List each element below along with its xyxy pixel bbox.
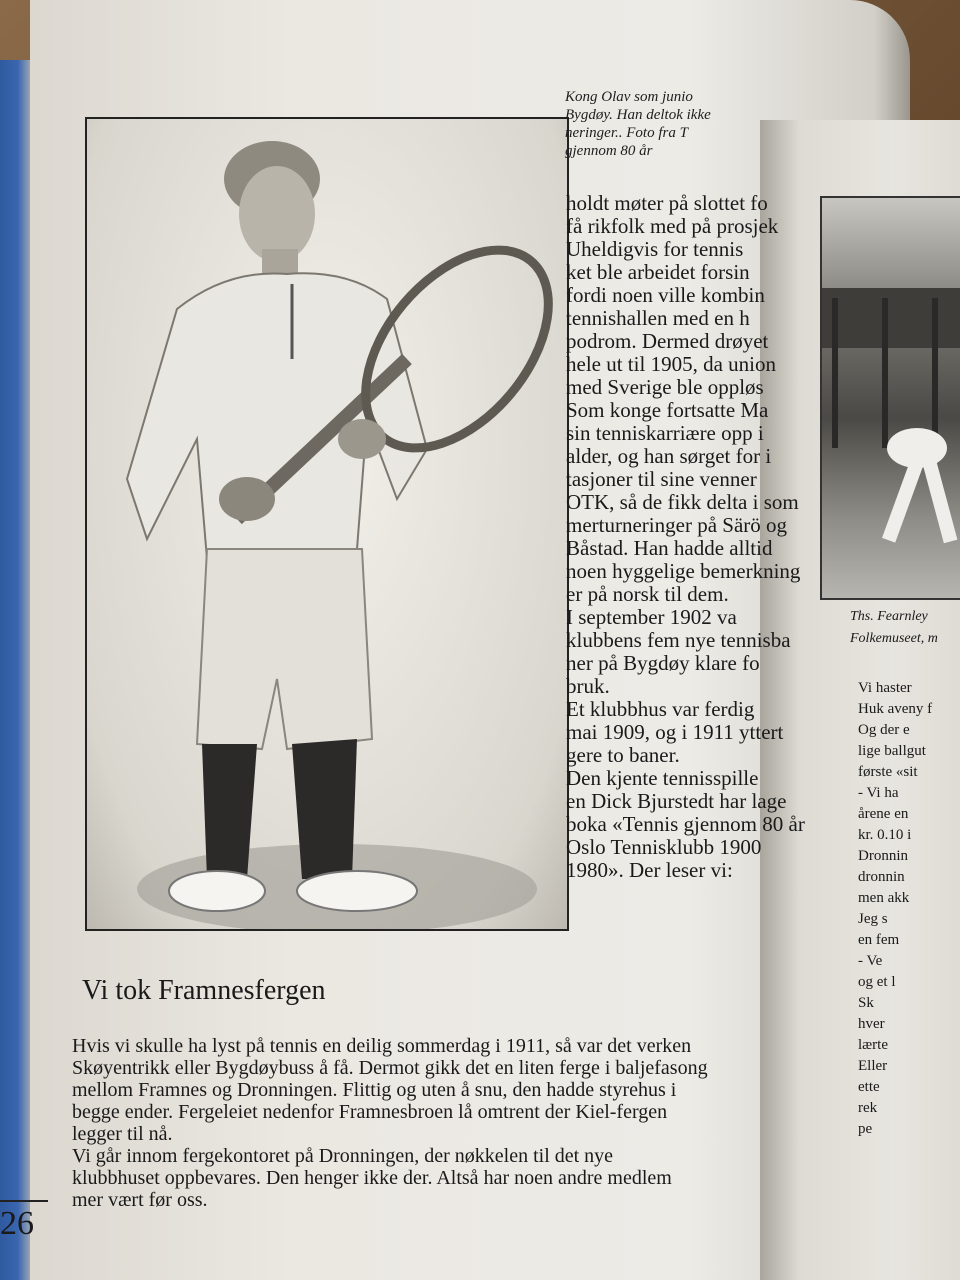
text-line: I september 1902 va [566, 606, 737, 629]
right-photo-scene [822, 198, 960, 598]
text-line: Huk aveny f [858, 701, 933, 717]
text-line: mer vært før oss. [72, 1189, 208, 1211]
photo-caption [565, 88, 775, 160]
text-line: kr. 0.10 i [858, 827, 912, 843]
caption-line: Ths. Fearnley [850, 609, 928, 624]
text-line: Vi haster [858, 680, 912, 696]
text-line: Den kjente tennisspille [566, 767, 759, 790]
text-line: årene en [858, 806, 909, 822]
text-line: holdt møter på slottet fo [566, 192, 768, 215]
text-line: ket ble arbeidet forsin [566, 261, 750, 284]
caption-line: neringer.. Foto fra T [565, 125, 688, 141]
text-line: rek [858, 1100, 878, 1116]
middle-text-column [566, 192, 836, 882]
text-line: Eller [858, 1058, 888, 1074]
text-line: Dronnin [858, 848, 908, 864]
tennis-player-photo [85, 117, 569, 931]
text-line: første «sit [858, 764, 918, 780]
text-line: klubbhuset oppbevares. Den henger ikke der. Altså har noen andre medlem [72, 1167, 672, 1189]
text-line: mai 1909, og i 1911 yttert [566, 721, 784, 744]
text-line: men akk [858, 890, 910, 906]
right-page-photo [820, 196, 960, 600]
text-line: ner på Bygdøy klare fo [566, 652, 760, 675]
text-line: Båstad. Han hadde alltid [566, 537, 773, 560]
right-text-column [858, 678, 960, 1140]
caption-line: gjennom 80 år [565, 143, 653, 159]
text-line: hver [858, 1016, 885, 1032]
text-line: Hvis vi skulle ha lyst på tennis en deilig sommerdag i 1911, så var det verken [72, 1035, 692, 1057]
text-line: begge ender. Fergeleiet nedenfor Framnesbroen lå omtrent der Kiel-fergen [72, 1101, 668, 1123]
text-line: en Dick Bjurstedt har lage [566, 790, 787, 813]
caption-line: Kong Olav som junio [565, 89, 693, 105]
text-line: hele ut til 1905, da union [566, 353, 776, 376]
text-line: Som konge fortsatte Ma [566, 399, 769, 422]
text-line: gere to baner. [566, 744, 680, 767]
text-line: Skøyentrikk eller Bygdøybuss å få. Dermot gikk det en liten ferge i baljefasong [72, 1057, 708, 1079]
text-line: få rikfolk med på prosjek [566, 215, 779, 238]
text-line: og et l [858, 974, 896, 990]
text-line: bruk. [566, 675, 610, 698]
text-line: podrom. Dermed drøyet [566, 330, 769, 353]
page-number-rule [0, 1200, 48, 1202]
text-line: OTK, så de fikk delta i som [566, 491, 799, 514]
text-line: fordi noen ville kombin [566, 284, 765, 307]
text-line: merturneringer på Särö og [566, 514, 788, 537]
text-line: tasjoner til sine venner [566, 468, 757, 491]
text-line: lærte [858, 1037, 888, 1053]
right-photo-caption [850, 606, 960, 650]
caption-line: Folkemuseet, m [850, 631, 938, 646]
text-line: Et klubbhus var ferdig [566, 698, 755, 721]
text-line: en fem [858, 932, 900, 948]
text-line: legger til nå. [72, 1123, 173, 1145]
text-line: Og der e [858, 722, 910, 738]
text-line: - Ve [858, 953, 883, 969]
text-line: er på norsk til dem. [566, 583, 729, 606]
text-line: lige ballgut [858, 743, 926, 759]
tennis-player-illustration [87, 119, 567, 929]
text-line: Jeg s [858, 911, 888, 927]
page-number: 26 [0, 1205, 34, 1242]
text-line: Uheldigvis for tennis [566, 238, 744, 261]
text-line: Oslo Tennisklubb 1900 [566, 836, 762, 859]
text-line: med Sverige ble oppløs [566, 376, 764, 399]
caption-line: Bygdøy. Han deltok ikke [565, 107, 711, 123]
text-line: boka «Tennis gjennom 80 år [566, 813, 805, 836]
section-heading: Vi tok Framnesfergen [82, 975, 326, 1006]
text-line: ette [858, 1079, 880, 1095]
text-line: Sk [858, 995, 874, 1011]
text-line: noen hyggelige bemerkning [566, 560, 801, 583]
text-line: alder, og han sørget for i [566, 445, 772, 468]
text-line: 1980». Der leser vi: [566, 859, 733, 882]
bottom-body-text [72, 1035, 872, 1211]
text-line: klubbens fem nye tennisba [566, 629, 791, 652]
text-line: tennishallen med en h [566, 307, 750, 330]
text-line: sin tenniskarriære opp i [566, 422, 764, 445]
text-line: - Vi ha [858, 785, 899, 801]
text-line: mellom Framnes og Dronningen. Flittig og uten å snu, den hadde styrehus i [72, 1079, 677, 1101]
text-line: Vi går innom fergekontoret på Dronningen, der nøkkelen til det nye [72, 1145, 614, 1167]
text-line: pe [858, 1121, 873, 1137]
text-line: dronnin [858, 869, 905, 885]
